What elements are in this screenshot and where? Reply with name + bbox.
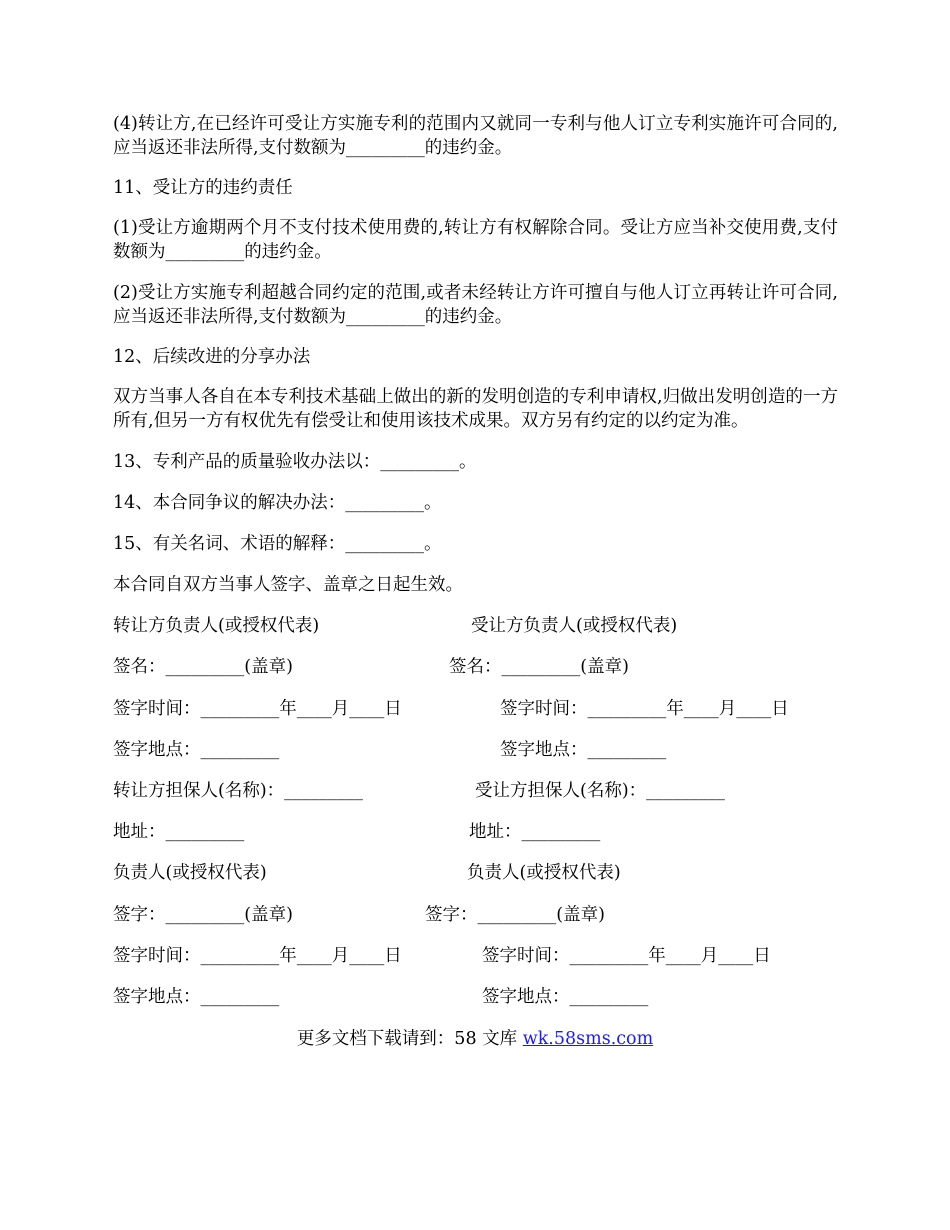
transferee-sign-place-line: 签字地点：_________ xyxy=(500,740,667,760)
section-11-title: 11、受让方的违约责任 xyxy=(113,178,293,198)
transferor-guarantor-address-line: 地址：_________ xyxy=(113,822,245,842)
transferee-guarantor-address-line: 地址：_________ xyxy=(469,822,601,842)
transferor-sign-place-line: 签字地点：_________ xyxy=(113,740,280,760)
transferor-signature-line: 签名：_________(盖章) xyxy=(113,657,293,677)
footer-site-link[interactable]: wk.58sms.com xyxy=(522,1029,654,1049)
transferee-sign-time-line: 签字时间：_________年____月____日 xyxy=(500,699,789,719)
transferee-guarantor-line: 受让方担保人(名称)：_________ xyxy=(475,781,725,801)
transferee-guarantor-time-line: 签字时间：_________年____月____日 xyxy=(482,946,771,966)
transferor-guarantor-rep-label: 负责人(或授权代表) xyxy=(113,863,267,883)
clause-4-breach-paragraph: (4)转让方,在已经许可受让方实施专利的范围内又就同一专利与他人订立专利实施许可合同的,应当返还非法所得,支付数额为_________的违约金。 xyxy=(113,114,838,158)
transferor-sign-time-line: 签字时间：_________年____月____日 xyxy=(113,699,402,719)
section-13: 13、专利产品的质量验收办法以：_________。 xyxy=(113,452,477,472)
section-12-body: 双方当事人各自在本专利技术基础上做出的新的发明创造的专利申请权,归做出发明创造的一方所有,但另一方有权优先有偿受让和使用该技术成果。双方另有约定的以约定为准。 xyxy=(113,387,838,431)
footer-prefix-text: 更多文档下载请到：58 文库 xyxy=(296,1029,523,1049)
effective-clause: 本合同自双方当事人签字、盖章之日起生效。 xyxy=(113,575,463,595)
transferor-guarantor-line: 转让方担保人(名称)：_________ xyxy=(113,781,363,801)
section-11-item-2: (2)受让方实施专利超越合同约定的范围,或者未经转让方许可擅自与他人订立再转让许可合同,应当返还非法所得,支付数额为_________的违约金。 xyxy=(113,283,838,327)
transferee-representative-label: 受让方负责人(或授权代表) xyxy=(471,616,678,636)
transferor-representative-label: 转让方负责人(或授权代表) xyxy=(113,616,320,636)
transferor-guarantor-time-line: 签字时间：_________年____月____日 xyxy=(113,946,402,966)
transferor-guarantor-signature-line: 签字：_________(盖章) xyxy=(113,905,293,925)
transferee-guarantor-signature-line: 签字：_________(盖章) xyxy=(425,905,605,925)
section-12-title: 12、后续改进的分享办法 xyxy=(113,347,311,367)
transferee-signature-line: 签名：_________(盖章) xyxy=(449,657,629,677)
transferor-guarantor-place-line: 签字地点：_________ xyxy=(113,987,280,1007)
footer-download-note xyxy=(0,1027,950,1051)
section-15: 15、有关名词、术语的解释：_________。 xyxy=(113,534,442,554)
transferee-guarantor-rep-label: 负责人(或授权代表) xyxy=(467,863,621,883)
transferee-guarantor-place-line: 签字地点：_________ xyxy=(482,987,649,1007)
section-11-item-1: (1)受让方逾期两个月不支付技术使用费的,转让方有权解除合同。受让方应当补交使用费,支付数额为_________的违约金。 xyxy=(113,218,838,262)
section-14: 14、本合同争议的解决办法：_________。 xyxy=(113,493,442,513)
